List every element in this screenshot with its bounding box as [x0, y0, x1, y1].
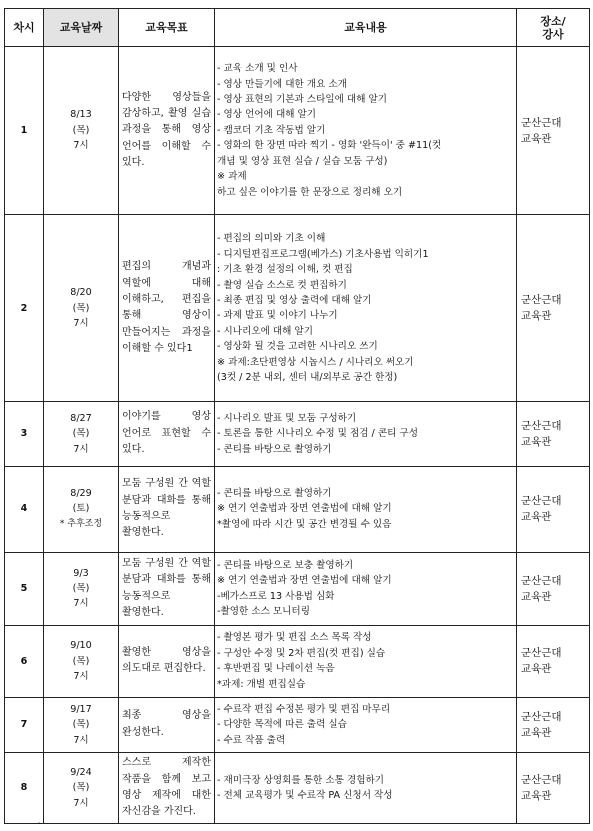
- table-row: [5, 697, 590, 752]
- content-line: ※ 과제: [217, 171, 247, 183]
- place-line: 교육관: [521, 511, 552, 524]
- place-line: 군산근대: [521, 574, 562, 587]
- session-goal: 모둠 구성원 간 역할 분담과 대화를 통해 능동적으로 촬영한다.: [119, 466, 215, 552]
- place-line: 교육관: [521, 132, 552, 145]
- session-date-line: 7시: [73, 670, 89, 682]
- session-date-line: 9/10: [70, 640, 92, 652]
- header-session: 차시: [5, 9, 44, 47]
- session-date-line: 9/24: [70, 766, 92, 778]
- session-number: 7: [5, 697, 44, 752]
- table-row: [5, 47, 590, 215]
- session-date-cell: [44, 697, 119, 752]
- session-goal: 모둠 구성원 간 역할 분담과 대화를 통해 능동적으로 촬영한다.: [119, 552, 215, 625]
- session-place-cell: [517, 215, 590, 402]
- place-line: 교육관: [521, 435, 552, 448]
- place-line: 군산근대: [521, 647, 562, 660]
- header-row: [5, 9, 590, 47]
- session-goal: 편집의 개념과 역할에 대해 이해하고, 편집을 통해 영상이 만들어지는 과정을 이해할 수 있다1: [119, 215, 215, 402]
- content-line: - 영상 언어에 대해 알기: [217, 109, 317, 121]
- session-date-cell: [44, 752, 119, 823]
- content-line: ※ 연기 연출법과 장면 연출법에 대해 알기: [217, 503, 392, 515]
- content-line: - 촬영 실습 소스로 컷 편집하기: [217, 279, 347, 291]
- session-content-cell: [215, 552, 517, 625]
- session-date-line: 7시: [73, 598, 89, 610]
- session-place-cell: [517, 625, 590, 697]
- session-goal: 촬영한 영상을 의도대로 편집한다.: [119, 625, 215, 697]
- content-line: - 캠코더 기초 작동법 알기: [217, 124, 326, 136]
- content-line: - 후반편집 및 나레이션 녹음: [217, 663, 335, 675]
- session-date-line: 7시: [73, 140, 89, 152]
- session-date-line: 7시: [73, 797, 89, 809]
- content-line: - 교육 소개 및 인사: [217, 63, 298, 75]
- header-date: 교육날짜: [44, 9, 119, 47]
- session-goal: 스스로 제작한 작품을 함께 보고 영상 제작에 대한 자신감을 가진다.: [119, 752, 215, 823]
- content-line: - 과제 발표 및 이야기 나누기: [217, 310, 338, 322]
- table-row: [5, 466, 590, 552]
- session-place-cell: [517, 402, 590, 466]
- header-goal: 교육목표: [119, 9, 215, 47]
- session-date-line: 7시: [73, 734, 89, 746]
- place-line: 군산근대: [521, 419, 562, 432]
- session-date-line: (목): [72, 428, 90, 440]
- place-line: 교육관: [521, 663, 552, 676]
- session-date-line: (목): [72, 655, 90, 667]
- place-line: 교육관: [521, 310, 552, 323]
- content-line: 하고 싶은 이야기를 한 문장으로 정리해 오기: [217, 186, 403, 198]
- session-date-line: 9/3: [73, 567, 89, 579]
- place-line: 교육관: [521, 590, 552, 603]
- session-date-line: 7시: [73, 318, 89, 330]
- session-date-line: 8/27: [70, 412, 92, 424]
- session-number: 6: [5, 625, 44, 697]
- session-content-cell: [215, 215, 517, 402]
- session-date-cell: [44, 625, 119, 697]
- content-line: - 수료 작품 출력: [217, 734, 286, 746]
- content-line: - 편집의 의미와 기초 이해: [217, 233, 326, 245]
- session-date-cell: [44, 215, 119, 402]
- session-date-line: 8/29: [70, 487, 92, 499]
- table-row: [5, 625, 590, 697]
- session-content-cell: [215, 625, 517, 697]
- content-line: ※ 과제:초단편영상 시놉시스 / 시나리오 써오기: [217, 356, 414, 368]
- table-row: [5, 402, 590, 466]
- session-date-cell: [44, 552, 119, 625]
- session-date-line: 9/17: [70, 703, 92, 715]
- content-line: - 영상 만들기에 대한 개요 소개: [217, 78, 347, 90]
- content-line: - 토론을 통한 시나리오 수정 및 점검 / 콘티 구성: [217, 428, 418, 440]
- content-line: -촬영한 소스 모니터링: [217, 606, 310, 618]
- content-line: - 시나리오에 대해 알기: [217, 325, 314, 337]
- content-line: - 시나리오 발표 및 모둠 구성하기: [217, 412, 357, 424]
- session-number: 4: [5, 466, 44, 552]
- place-line: 군산근대: [521, 495, 562, 508]
- session-goal: 최종 영상을 완성한다.: [119, 697, 215, 752]
- place-line: 교육관: [521, 789, 552, 802]
- content-line: (3컷 / 2분 내외, 센터 내/외부로 공간 한정): [217, 371, 398, 383]
- content-line: -베가스프로 13 사용법 심화: [217, 590, 335, 602]
- content-line: - 최종 편집 및 영상 출력에 대해 알기: [217, 294, 372, 306]
- session-date-line: (목): [72, 302, 90, 314]
- session-date-line: * 추후조정: [59, 518, 103, 529]
- table-row: [5, 552, 590, 625]
- content-line: - 촬영본 평가 및 편집 소스 목록 작성: [217, 632, 372, 644]
- content-line: 개념 및 영상 표현 실습 / 실습 모둠 구성): [217, 155, 388, 167]
- session-number: 8: [5, 752, 44, 823]
- content-line: - 수료작 편집 수정본 평가 및 편집 마무리: [217, 703, 391, 715]
- content-line: : 기초 환경 설정의 이해, 컷 편집: [217, 264, 353, 276]
- session-content-cell: [215, 47, 517, 215]
- session-date-line: (목): [72, 124, 90, 136]
- session-date-line: (목): [72, 782, 90, 794]
- footnote-mark: ˇ: [37, 822, 41, 831]
- session-number: 5: [5, 552, 44, 625]
- content-line: - 콘티를 바탕으로 촬영하기: [217, 487, 332, 499]
- content-line: - 콘티를 바탕으로 보충 촬영하기: [217, 559, 354, 571]
- session-content-cell: [215, 402, 517, 466]
- content-line: - 영상 표현의 기본과 스타일에 대해 알기: [217, 94, 388, 106]
- place-line: 교육관: [521, 726, 552, 739]
- session-date-cell: [44, 47, 119, 215]
- session-number: 1: [5, 47, 44, 215]
- session-content-cell: [215, 752, 517, 823]
- content-line: - 다양한 목적에 따른 출력 실습: [217, 719, 347, 731]
- place-line: 군산근대: [521, 773, 562, 786]
- session-place-cell: [517, 752, 590, 823]
- header-place: 장소/ 강사: [517, 9, 590, 47]
- place-line: 군산근대: [521, 116, 562, 129]
- session-date-cell: [44, 402, 119, 466]
- content-line: - 디지털편집프로그램(베가스) 기초사용법 익히기1: [217, 248, 429, 260]
- session-place-cell: [517, 466, 590, 552]
- content-line: - 콘티를 바탕으로 촬영하기: [217, 443, 332, 455]
- session-date-line: 8/20: [70, 287, 92, 299]
- session-content-cell: [215, 697, 517, 752]
- session-content-cell: [215, 466, 517, 552]
- place-line: 군산근대: [521, 294, 562, 307]
- session-date-cell: [44, 466, 119, 552]
- session-place-cell: [517, 47, 590, 215]
- session-place-cell: [517, 697, 590, 752]
- session-date-line: (목): [72, 719, 90, 731]
- content-line: - 전체 교육평가 및 수료작 PA 신청서 작성: [217, 789, 393, 801]
- content-line: - 영상화 될 것을 고려한 시나리오 쓰기: [217, 341, 378, 353]
- session-goal: 이야기를 영상 언어로 표현할 수 있다.: [119, 402, 215, 466]
- content-line: - 영화의 한 장면 따라 찍기 - 영화 '완득이' 중 #11(컷: [217, 140, 442, 152]
- content-line: - 구성안 수정 및 2차 편집(컷 편집) 실습: [217, 647, 386, 659]
- schedule-table: [4, 8, 590, 824]
- session-date-line: (목): [72, 582, 90, 594]
- session-date-line: 7시: [73, 443, 89, 455]
- session-place-cell: [517, 552, 590, 625]
- session-date-line: (토): [72, 503, 90, 515]
- header-content: 교육내용: [215, 9, 517, 47]
- table-row: [5, 215, 590, 402]
- content-line: *과제: 개별 편집실습: [217, 678, 306, 690]
- session-number: 2: [5, 215, 44, 402]
- content-line: ※ 연기 연출법과 장면 연출법에 대해 알기: [217, 575, 392, 587]
- session-goal: 다양한 영상들을 감상하고, 촬영 실습 과정을 통해 영상 언어를 이해할 수 있다.: [119, 47, 215, 215]
- table-row: [5, 752, 590, 823]
- content-line: - 재미극장 상영회를 통한 소통 경험하기: [217, 774, 384, 786]
- content-line: *촬영에 따라 시간 및 공간 변경될 수 있음: [217, 518, 392, 530]
- place-line: 군산근대: [521, 710, 562, 723]
- session-date-line: 8/13: [70, 109, 92, 121]
- session-number: 3: [5, 402, 44, 466]
